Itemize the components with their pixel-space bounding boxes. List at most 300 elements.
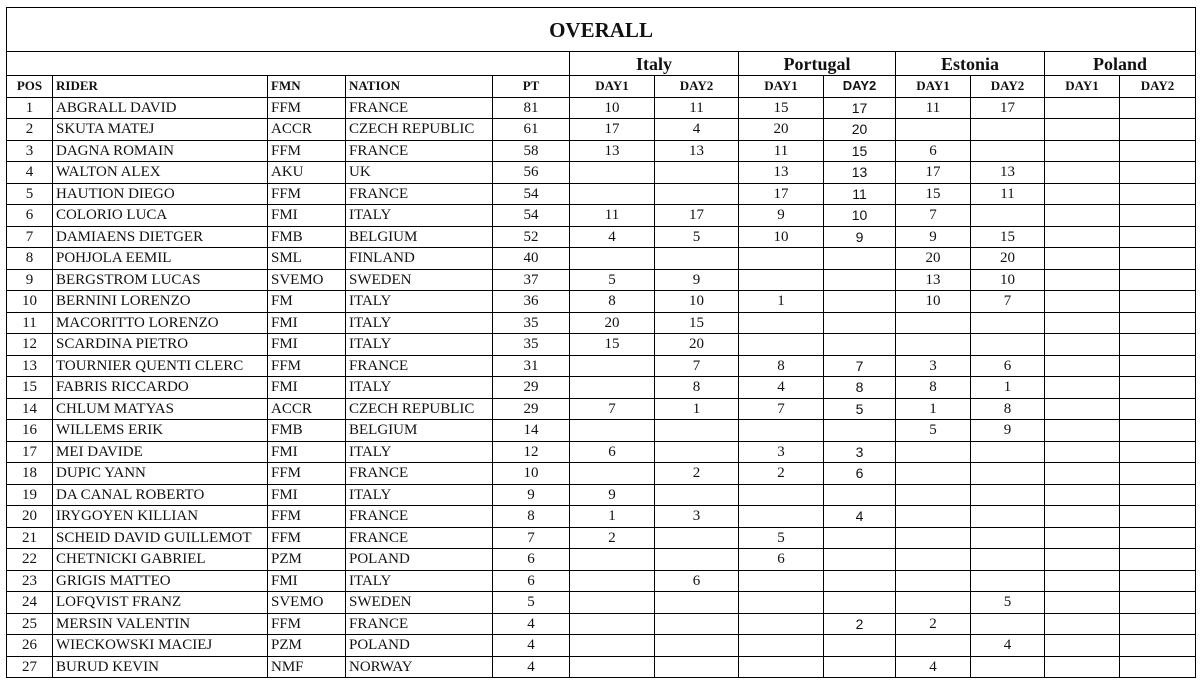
cell-poland-day2 xyxy=(1120,119,1196,141)
cell-poland-day1 xyxy=(1045,441,1120,463)
cell-rider: LOFQVIST FRANZ xyxy=(53,592,268,614)
cell-estonia-day1: 11 xyxy=(896,97,971,119)
cell-nation: ITALY xyxy=(346,291,493,313)
cell-nation: FRANCE xyxy=(346,506,493,528)
cell-estonia-day2: 10 xyxy=(971,269,1045,291)
cell-portugal-day2: 13 xyxy=(824,162,896,184)
cell-poland-day2 xyxy=(1120,334,1196,356)
cell-portugal-day2 xyxy=(824,527,896,549)
cell-italy-day1: 10 xyxy=(570,97,655,119)
cell-nation: FRANCE xyxy=(346,613,493,635)
cell-pt: 52 xyxy=(493,226,570,248)
cell-estonia-day2: 13 xyxy=(971,162,1045,184)
country-header-portugal: Portugal xyxy=(739,52,896,76)
cell-fmn: ACCR xyxy=(268,119,346,141)
cell-italy-day2 xyxy=(655,549,739,571)
cell-estonia-day1: 20 xyxy=(896,248,971,270)
cell-italy-day1 xyxy=(570,592,655,614)
cell-italy-day2: 1 xyxy=(655,398,739,420)
cell-fmn: FFM xyxy=(268,613,346,635)
cell-fmn: FFM xyxy=(268,463,346,485)
cell-italy-day2 xyxy=(655,592,739,614)
cell-pt: 4 xyxy=(493,613,570,635)
cell-rider: WALTON ALEX xyxy=(53,162,268,184)
cell-poland-day1 xyxy=(1045,226,1120,248)
cell-italy-day1: 17 xyxy=(570,119,655,141)
table-row xyxy=(7,355,1196,377)
cell-poland-day1 xyxy=(1045,398,1120,420)
cell-estonia-day2: 8 xyxy=(971,398,1045,420)
cell-italy-day1: 1 xyxy=(570,506,655,528)
cell-italy-day1 xyxy=(570,613,655,635)
cell-pos: 26 xyxy=(7,635,53,657)
cell-pos: 2 xyxy=(7,119,53,141)
cell-poland-day1 xyxy=(1045,506,1120,528)
cell-italy-day2: 3 xyxy=(655,506,739,528)
cell-estonia-day1: 2 xyxy=(896,613,971,635)
cell-estonia-day1 xyxy=(896,506,971,528)
cell-poland-day2 xyxy=(1120,613,1196,635)
cell-italy-day2: 4 xyxy=(655,119,739,141)
table-row xyxy=(7,484,1196,506)
cell-pos: 20 xyxy=(7,506,53,528)
cell-rider: BURUD KEVIN xyxy=(53,656,268,678)
cell-rider: MEI DAVIDE xyxy=(53,441,268,463)
cell-estonia-day2: 6 xyxy=(971,355,1045,377)
cell-poland-day2 xyxy=(1120,527,1196,549)
cell-estonia-day1 xyxy=(896,312,971,334)
cell-portugal-day1: 7 xyxy=(739,398,824,420)
cell-rider: HAUTION DIEGO xyxy=(53,183,268,205)
cell-italy-day1 xyxy=(570,355,655,377)
cell-italy-day2 xyxy=(655,441,739,463)
table-row xyxy=(7,334,1196,356)
cell-pt: 58 xyxy=(493,140,570,162)
table-row xyxy=(7,398,1196,420)
cell-portugal-day1: 20 xyxy=(739,119,824,141)
cell-pos: 23 xyxy=(7,570,53,592)
cell-fmn: FMI xyxy=(268,205,346,227)
cell-estonia-day1 xyxy=(896,592,971,614)
cell-estonia-day2: 17 xyxy=(971,97,1045,119)
cell-nation: BELGIUM xyxy=(346,226,493,248)
cell-portugal-day1 xyxy=(739,635,824,657)
cell-pos: 15 xyxy=(7,377,53,399)
cell-estonia-day2: 9 xyxy=(971,420,1045,442)
cell-estonia-day1: 8 xyxy=(896,377,971,399)
cell-rider: WILLEMS ERIK xyxy=(53,420,268,442)
cell-poland-day1 xyxy=(1045,484,1120,506)
table-row xyxy=(7,119,1196,141)
cell-estonia-day2: 5 xyxy=(971,592,1045,614)
cell-fmn: NMF xyxy=(268,656,346,678)
cell-pt: 8 xyxy=(493,506,570,528)
cell-pt: 29 xyxy=(493,377,570,399)
cell-fmn: FFM xyxy=(268,97,346,119)
cell-portugal-day2 xyxy=(824,420,896,442)
column-header-pos: POS xyxy=(7,76,53,98)
cell-nation: FINLAND xyxy=(346,248,493,270)
cell-poland-day1 xyxy=(1045,119,1120,141)
column-header-nation: NATION xyxy=(346,76,493,98)
cell-pos: 13 xyxy=(7,355,53,377)
cell-italy-day1: 15 xyxy=(570,334,655,356)
cell-pos: 8 xyxy=(7,248,53,270)
cell-portugal-day2: 5 xyxy=(824,398,896,420)
cell-fmn: FMB xyxy=(268,420,346,442)
cell-poland-day2 xyxy=(1120,162,1196,184)
cell-portugal-day1 xyxy=(739,592,824,614)
cell-fmn: FMI xyxy=(268,312,346,334)
table-title: OVERALL xyxy=(7,8,1196,52)
cell-portugal-day2 xyxy=(824,656,896,678)
cell-portugal-day2: 8 xyxy=(824,377,896,399)
cell-italy-day1 xyxy=(570,463,655,485)
cell-pos: 19 xyxy=(7,484,53,506)
cell-nation: BELGIUM xyxy=(346,420,493,442)
cell-portugal-day2: 15 xyxy=(824,140,896,162)
cell-portugal-day2: 11 xyxy=(824,183,896,205)
cell-nation: FRANCE xyxy=(346,140,493,162)
column-header-poland-day2: DAY2 xyxy=(1120,76,1196,98)
cell-nation: FRANCE xyxy=(346,355,493,377)
cell-italy-day2: 11 xyxy=(655,97,739,119)
cell-fmn: FMI xyxy=(268,377,346,399)
cell-estonia-day2: 1 xyxy=(971,377,1045,399)
cell-fmn: FFM xyxy=(268,140,346,162)
cell-portugal-day2 xyxy=(824,312,896,334)
cell-portugal-day2: 4 xyxy=(824,506,896,528)
cell-italy-day1 xyxy=(570,162,655,184)
cell-italy-day1 xyxy=(570,248,655,270)
cell-portugal-day1: 11 xyxy=(739,140,824,162)
cell-estonia-day1: 3 xyxy=(896,355,971,377)
cell-rider: MERSIN VALENTIN xyxy=(53,613,268,635)
cell-estonia-day1: 6 xyxy=(896,140,971,162)
cell-fmn: SVEMO xyxy=(268,269,346,291)
cell-fmn: FFM xyxy=(268,527,346,549)
cell-portugal-day1 xyxy=(739,484,824,506)
cell-nation: SWEDEN xyxy=(346,592,493,614)
cell-poland-day2 xyxy=(1120,656,1196,678)
cell-estonia-day1: 9 xyxy=(896,226,971,248)
cell-estonia-day2 xyxy=(971,613,1045,635)
cell-rider: WIECKOWSKI MACIEJ xyxy=(53,635,268,657)
cell-pos: 16 xyxy=(7,420,53,442)
cell-estonia-day1: 5 xyxy=(896,420,971,442)
table-row xyxy=(7,635,1196,657)
cell-portugal-day1 xyxy=(739,269,824,291)
cell-portugal-day1: 10 xyxy=(739,226,824,248)
cell-portugal-day1 xyxy=(739,334,824,356)
cell-italy-day1 xyxy=(570,635,655,657)
cell-rider: DAMIAENS DIETGER xyxy=(53,226,268,248)
cell-rider: FABRIS RICCARDO xyxy=(53,377,268,399)
cell-estonia-day1 xyxy=(896,334,971,356)
cell-fmn: FFM xyxy=(268,506,346,528)
table-row xyxy=(7,183,1196,205)
cell-pos: 21 xyxy=(7,527,53,549)
cell-poland-day2 xyxy=(1120,635,1196,657)
column-header-portugal-day2: DAY2 xyxy=(824,76,896,98)
cell-estonia-day1: 10 xyxy=(896,291,971,313)
cell-italy-day2: 15 xyxy=(655,312,739,334)
cell-estonia-day1 xyxy=(896,463,971,485)
cell-pt: 14 xyxy=(493,420,570,442)
cell-poland-day2 xyxy=(1120,570,1196,592)
cell-poland-day2 xyxy=(1120,377,1196,399)
cell-portugal-day1: 4 xyxy=(739,377,824,399)
cell-estonia-day1: 4 xyxy=(896,656,971,678)
cell-estonia-day1 xyxy=(896,570,971,592)
table-row xyxy=(7,656,1196,678)
cell-fmn: FMI xyxy=(268,334,346,356)
cell-pt: 4 xyxy=(493,656,570,678)
cell-portugal-day1 xyxy=(739,613,824,635)
cell-estonia-day2 xyxy=(971,549,1045,571)
cell-nation: ITALY xyxy=(346,570,493,592)
cell-nation: ITALY xyxy=(346,334,493,356)
cell-estonia-day1 xyxy=(896,549,971,571)
cell-italy-day2 xyxy=(655,613,739,635)
cell-pos: 17 xyxy=(7,441,53,463)
cell-estonia-day1 xyxy=(896,527,971,549)
cell-estonia-day1 xyxy=(896,484,971,506)
cell-italy-day2 xyxy=(655,527,739,549)
table-row xyxy=(7,269,1196,291)
cell-portugal-day2: 3 xyxy=(824,441,896,463)
cell-portugal-day2 xyxy=(824,484,896,506)
cell-estonia-day1 xyxy=(896,119,971,141)
cell-estonia-day2 xyxy=(971,656,1045,678)
cell-italy-day2: 6 xyxy=(655,570,739,592)
cell-rider: BERNINI LORENZO xyxy=(53,291,268,313)
cell-portugal-day2: 17 xyxy=(824,97,896,119)
table-row xyxy=(7,570,1196,592)
cell-portugal-day1: 8 xyxy=(739,355,824,377)
cell-poland-day2 xyxy=(1120,592,1196,614)
cell-estonia-day2 xyxy=(971,463,1045,485)
cell-poland-day1 xyxy=(1045,269,1120,291)
cell-pos: 27 xyxy=(7,656,53,678)
cell-poland-day1 xyxy=(1045,97,1120,119)
cell-poland-day1 xyxy=(1045,312,1120,334)
cell-poland-day1 xyxy=(1045,355,1120,377)
cell-poland-day1 xyxy=(1045,140,1120,162)
overall-standings-table xyxy=(6,7,1196,678)
cell-nation: CZECH REPUBLIC xyxy=(346,398,493,420)
cell-estonia-day2 xyxy=(971,334,1045,356)
cell-estonia-day1: 15 xyxy=(896,183,971,205)
column-header-portugal-day1: DAY1 xyxy=(739,76,824,98)
cell-nation: POLAND xyxy=(346,549,493,571)
cell-poland-day1 xyxy=(1045,635,1120,657)
table-row xyxy=(7,527,1196,549)
cell-estonia-day2 xyxy=(971,527,1045,549)
cell-estonia-day2 xyxy=(971,205,1045,227)
cell-nation: FRANCE xyxy=(346,463,493,485)
column-header-estonia-day2: DAY2 xyxy=(971,76,1045,98)
cell-estonia-day2: 7 xyxy=(971,291,1045,313)
table-row xyxy=(7,248,1196,270)
cell-poland-day2 xyxy=(1120,549,1196,571)
cell-poland-day1 xyxy=(1045,420,1120,442)
cell-pt: 54 xyxy=(493,205,570,227)
cell-rider: MACORITTO LORENZO xyxy=(53,312,268,334)
cell-estonia-day2: 15 xyxy=(971,226,1045,248)
cell-portugal-day2: 9 xyxy=(824,226,896,248)
cell-poland-day2 xyxy=(1120,248,1196,270)
cell-pos: 18 xyxy=(7,463,53,485)
cell-pt: 35 xyxy=(493,312,570,334)
cell-rider: CHLUM MATYAS xyxy=(53,398,268,420)
blank-header-cell xyxy=(7,52,570,76)
cell-italy-day2 xyxy=(655,248,739,270)
cell-nation: POLAND xyxy=(346,635,493,657)
cell-poland-day1 xyxy=(1045,183,1120,205)
cell-poland-day1 xyxy=(1045,334,1120,356)
cell-nation: FRANCE xyxy=(346,527,493,549)
cell-italy-day1 xyxy=(570,420,655,442)
cell-fmn: PZM xyxy=(268,635,346,657)
cell-pos: 6 xyxy=(7,205,53,227)
cell-nation: ITALY xyxy=(346,441,493,463)
column-header-pt: PT xyxy=(493,76,570,98)
cell-italy-day1 xyxy=(570,377,655,399)
cell-nation: ITALY xyxy=(346,484,493,506)
cell-poland-day2 xyxy=(1120,291,1196,313)
cell-poland-day2 xyxy=(1120,226,1196,248)
cell-fmn: FMI xyxy=(268,441,346,463)
cell-poland-day2 xyxy=(1120,312,1196,334)
cell-pt: 61 xyxy=(493,119,570,141)
table-row xyxy=(7,140,1196,162)
cell-fmn: FFM xyxy=(268,183,346,205)
cell-italy-day1 xyxy=(570,570,655,592)
cell-rider: GRIGIS MATTEO xyxy=(53,570,268,592)
cell-poland-day2 xyxy=(1120,441,1196,463)
table-row xyxy=(7,613,1196,635)
cell-portugal-day1: 5 xyxy=(739,527,824,549)
cell-portugal-day1 xyxy=(739,570,824,592)
cell-rider: SCARDINA PIETRO xyxy=(53,334,268,356)
cell-pt: 81 xyxy=(493,97,570,119)
cell-nation: FRANCE xyxy=(346,97,493,119)
cell-poland-day2 xyxy=(1120,140,1196,162)
table-row xyxy=(7,506,1196,528)
cell-pt: 5 xyxy=(493,592,570,614)
cell-poland-day2 xyxy=(1120,183,1196,205)
cell-poland-day1 xyxy=(1045,613,1120,635)
cell-poland-day2 xyxy=(1120,205,1196,227)
cell-poland-day1 xyxy=(1045,205,1120,227)
cell-estonia-day2 xyxy=(971,570,1045,592)
cell-italy-day1: 11 xyxy=(570,205,655,227)
column-header-fmn: FMN xyxy=(268,76,346,98)
cell-poland-day2 xyxy=(1120,506,1196,528)
cell-rider: COLORIO LUCA xyxy=(53,205,268,227)
cell-portugal-day2: 2 xyxy=(824,613,896,635)
cell-poland-day2 xyxy=(1120,355,1196,377)
table-row xyxy=(7,441,1196,463)
cell-pt: 36 xyxy=(493,291,570,313)
column-header-estonia-day1: DAY1 xyxy=(896,76,971,98)
cell-pt: 6 xyxy=(493,549,570,571)
cell-pos: 12 xyxy=(7,334,53,356)
cell-portugal-day2: 6 xyxy=(824,463,896,485)
cell-portugal-day2 xyxy=(824,635,896,657)
cell-fmn: SVEMO xyxy=(268,592,346,614)
cell-pt: 4 xyxy=(493,635,570,657)
cell-italy-day2: 5 xyxy=(655,226,739,248)
cell-portugal-day2: 7 xyxy=(824,355,896,377)
cell-italy-day1: 8 xyxy=(570,291,655,313)
cell-estonia-day2 xyxy=(971,506,1045,528)
cell-portugal-day1 xyxy=(739,656,824,678)
cell-italy-day2 xyxy=(655,162,739,184)
cell-estonia-day1: 13 xyxy=(896,269,971,291)
cell-portugal-day1 xyxy=(739,248,824,270)
table-row xyxy=(7,97,1196,119)
table-row xyxy=(7,463,1196,485)
cell-italy-day1: 13 xyxy=(570,140,655,162)
cell-italy-day1 xyxy=(570,549,655,571)
cell-italy-day2 xyxy=(655,183,739,205)
cell-estonia-day2 xyxy=(971,312,1045,334)
table-row xyxy=(7,226,1196,248)
cell-pt: 40 xyxy=(493,248,570,270)
cell-italy-day1: 2 xyxy=(570,527,655,549)
cell-poland-day1 xyxy=(1045,162,1120,184)
cell-estonia-day2: 4 xyxy=(971,635,1045,657)
cell-pos: 22 xyxy=(7,549,53,571)
cell-estonia-day2 xyxy=(971,119,1045,141)
cell-italy-day2: 10 xyxy=(655,291,739,313)
cell-italy-day2: 7 xyxy=(655,355,739,377)
cell-nation: NORWAY xyxy=(346,656,493,678)
cell-nation: ITALY xyxy=(346,312,493,334)
cell-fmn: FMI xyxy=(268,484,346,506)
cell-italy-day1: 20 xyxy=(570,312,655,334)
cell-fmn: FMI xyxy=(268,570,346,592)
cell-poland-day2 xyxy=(1120,463,1196,485)
cell-portugal-day1: 9 xyxy=(739,205,824,227)
cell-italy-day2 xyxy=(655,656,739,678)
table-row xyxy=(7,205,1196,227)
cell-portugal-day2 xyxy=(824,334,896,356)
cell-portugal-day1: 13 xyxy=(739,162,824,184)
cell-portugal-day1: 2 xyxy=(739,463,824,485)
cell-poland-day1 xyxy=(1045,248,1120,270)
cell-poland-day2 xyxy=(1120,97,1196,119)
cell-rider: ABGRALL DAVID xyxy=(53,97,268,119)
cell-nation: UK xyxy=(346,162,493,184)
cell-pos: 11 xyxy=(7,312,53,334)
cell-nation: SWEDEN xyxy=(346,269,493,291)
cell-poland-day1 xyxy=(1045,592,1120,614)
cell-portugal-day2 xyxy=(824,570,896,592)
cell-italy-day2: 20 xyxy=(655,334,739,356)
cell-nation: ITALY xyxy=(346,205,493,227)
cell-rider: DUPIC YANN xyxy=(53,463,268,485)
table-row xyxy=(7,291,1196,313)
cell-pos: 10 xyxy=(7,291,53,313)
country-header-italy: Italy xyxy=(570,52,739,76)
cell-pt: 7 xyxy=(493,527,570,549)
cell-poland-day1 xyxy=(1045,656,1120,678)
table-row xyxy=(7,312,1196,334)
cell-pos: 9 xyxy=(7,269,53,291)
